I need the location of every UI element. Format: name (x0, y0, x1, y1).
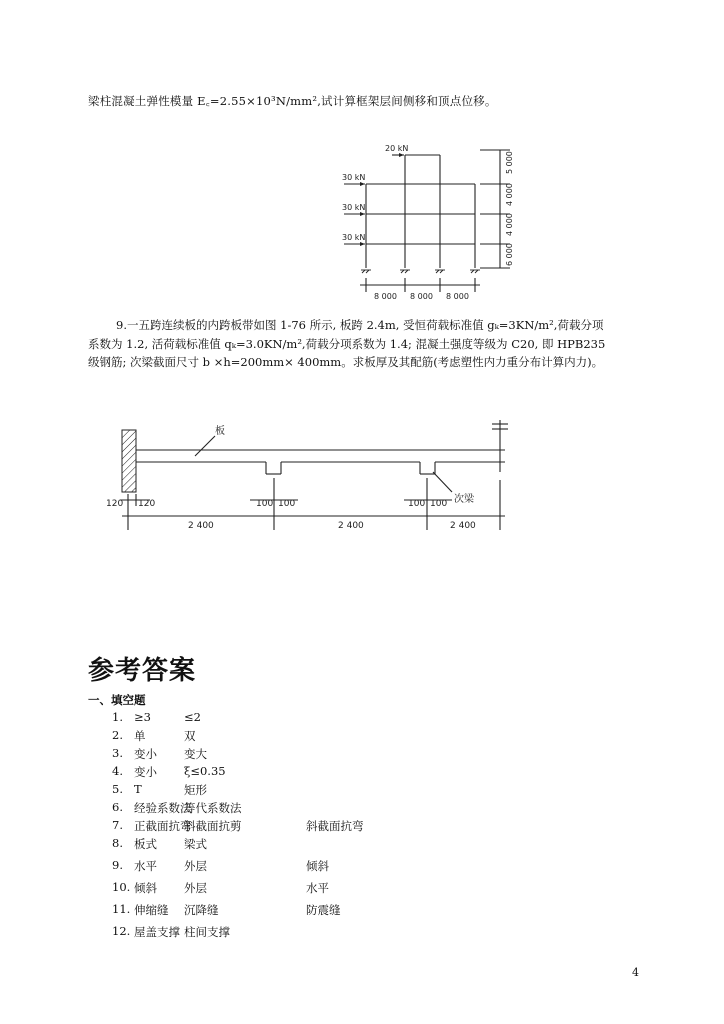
answer-blank: 变小 (134, 747, 157, 761)
answer-blank: 双 (184, 729, 196, 743)
span-dim-b: 2 400 (338, 521, 364, 531)
answer-number: 11. (112, 902, 131, 916)
answer-blank: 柱间支撑 (184, 925, 230, 939)
answer-number: 10. (112, 880, 131, 894)
section-heading: 一、填空题 (88, 693, 146, 707)
span-dim-a: 2 400 (188, 521, 214, 531)
problem-text: 梁柱混凝土弹性模量 E꜀=2.55×10³N/mm²,试计算框架层间侧移和顶点位移。 (88, 94, 497, 108)
answer-blank: 斜截面抗弯 (306, 819, 364, 833)
height-dim-1: 6 000 (505, 243, 514, 266)
dim-beam2-right: 100 (430, 499, 448, 509)
answer-number: 5. (112, 782, 123, 796)
answer-item (112, 728, 196, 743)
answer-blank: 板式 (134, 837, 157, 851)
answer-number: 9. (112, 858, 123, 872)
answer-item (112, 924, 230, 939)
answer-item (112, 902, 341, 917)
load-label-roof: 20 kN (385, 144, 409, 153)
answer-blank: T (134, 782, 142, 796)
wall (122, 430, 136, 492)
answer-item (112, 800, 242, 815)
dim-beam1-left: 100 (256, 499, 274, 509)
question-9-line-3: 级钢筋; 次梁截面尺寸 b ×h=200mm× 400mm。求板厚及其配筋(考虑塑性内力重分布计算内力)。 (88, 355, 604, 369)
answer-item (112, 764, 226, 779)
dim-wall-right: 120 (138, 499, 156, 509)
answer-blank: 防震缝 (306, 903, 341, 917)
answer-item (112, 710, 201, 724)
span-dim-1: 8 000 (374, 292, 397, 300)
answer-blank: 水平 (134, 859, 157, 873)
answer-blank: 伸缩缝 (134, 903, 169, 917)
answer-blank: 正截面抗弯 (134, 819, 192, 833)
answer-item (112, 858, 329, 873)
answer-blank: ≥3 (134, 710, 151, 724)
answer-number: 1. (112, 710, 123, 724)
answer-item (112, 818, 364, 833)
answer-item (112, 836, 207, 851)
load-label-1: 30 kN (342, 233, 366, 242)
frame-diagram (330, 140, 560, 300)
answer-blank: 水平 (306, 881, 329, 895)
answer-blank: 梁式 (184, 837, 207, 851)
page-number: 4 (632, 966, 639, 979)
answer-blank: 等代系数法 (184, 801, 242, 815)
dim-beam2-left: 100 (408, 499, 426, 509)
question-9-line-1: 9.一五跨连续板的内跨板带如图 1-76 所示, 板跨 2.4m, 受恒荷载标准值 gₖ=3KN/m²,荷载分项 (116, 318, 604, 332)
answer-blank: 变小 (134, 765, 157, 779)
answer-number: 12. (112, 924, 131, 938)
answer-number: 8. (112, 836, 123, 850)
answer-blank: ≤2 (184, 710, 201, 724)
answer-blank: 斜截面抗剪 (184, 819, 242, 833)
answer-blank: 变大 (184, 747, 207, 761)
load-label-2: 30 kN (342, 203, 366, 212)
dim-wall-left: 120 (106, 499, 124, 509)
answer-blank: 倾斜 (306, 859, 329, 873)
height-dim-2: 4 000 (505, 213, 514, 236)
answer-blank: 经验系数法 (134, 801, 192, 815)
answer-blank: ξ≤0.35 (184, 764, 226, 778)
question-9-line-2: 系数为 1.2, 活荷载标准值 qₖ=3.0KN/m²,荷载分项系数为 1.4; 混凝土强度等级为 C20, 即 HPB235 (88, 336, 606, 351)
answer-blank: 屋盖支撑 (134, 925, 180, 939)
answer-number: 6. (112, 800, 123, 814)
answers-heading: 参考答案 (88, 656, 197, 686)
height-dim-3: 4 000 (505, 183, 514, 206)
answer-blank: 单 (134, 729, 146, 743)
span-dim-2: 8 000 (410, 292, 433, 300)
dim-beam1-right: 100 (278, 499, 296, 509)
answer-blank: 矩形 (184, 783, 207, 797)
answer-number: 2. (112, 728, 123, 742)
slab-label: 板 (215, 426, 225, 437)
answer-number: 3. (112, 746, 123, 760)
slab-diagram (100, 410, 520, 540)
answer-blank: 外层 (184, 859, 207, 873)
height-dim-4: 5 000 (505, 151, 514, 174)
load-label-3: 30 kN (342, 173, 366, 182)
answer-blank: 倾斜 (134, 881, 157, 895)
answer-blank: 沉降缝 (184, 903, 219, 917)
span-dim-c: 2 400 (450, 521, 476, 531)
span-dim-3: 8 000 (446, 292, 469, 300)
answer-item (112, 746, 207, 761)
question-9 (88, 316, 605, 372)
answer-number: 7. (112, 818, 123, 832)
secondary-beam-label: 次梁 (454, 494, 474, 505)
answer-item (112, 782, 207, 797)
answer-item (112, 880, 329, 895)
answer-blank: 外层 (184, 881, 207, 895)
answer-number: 4. (112, 764, 123, 778)
